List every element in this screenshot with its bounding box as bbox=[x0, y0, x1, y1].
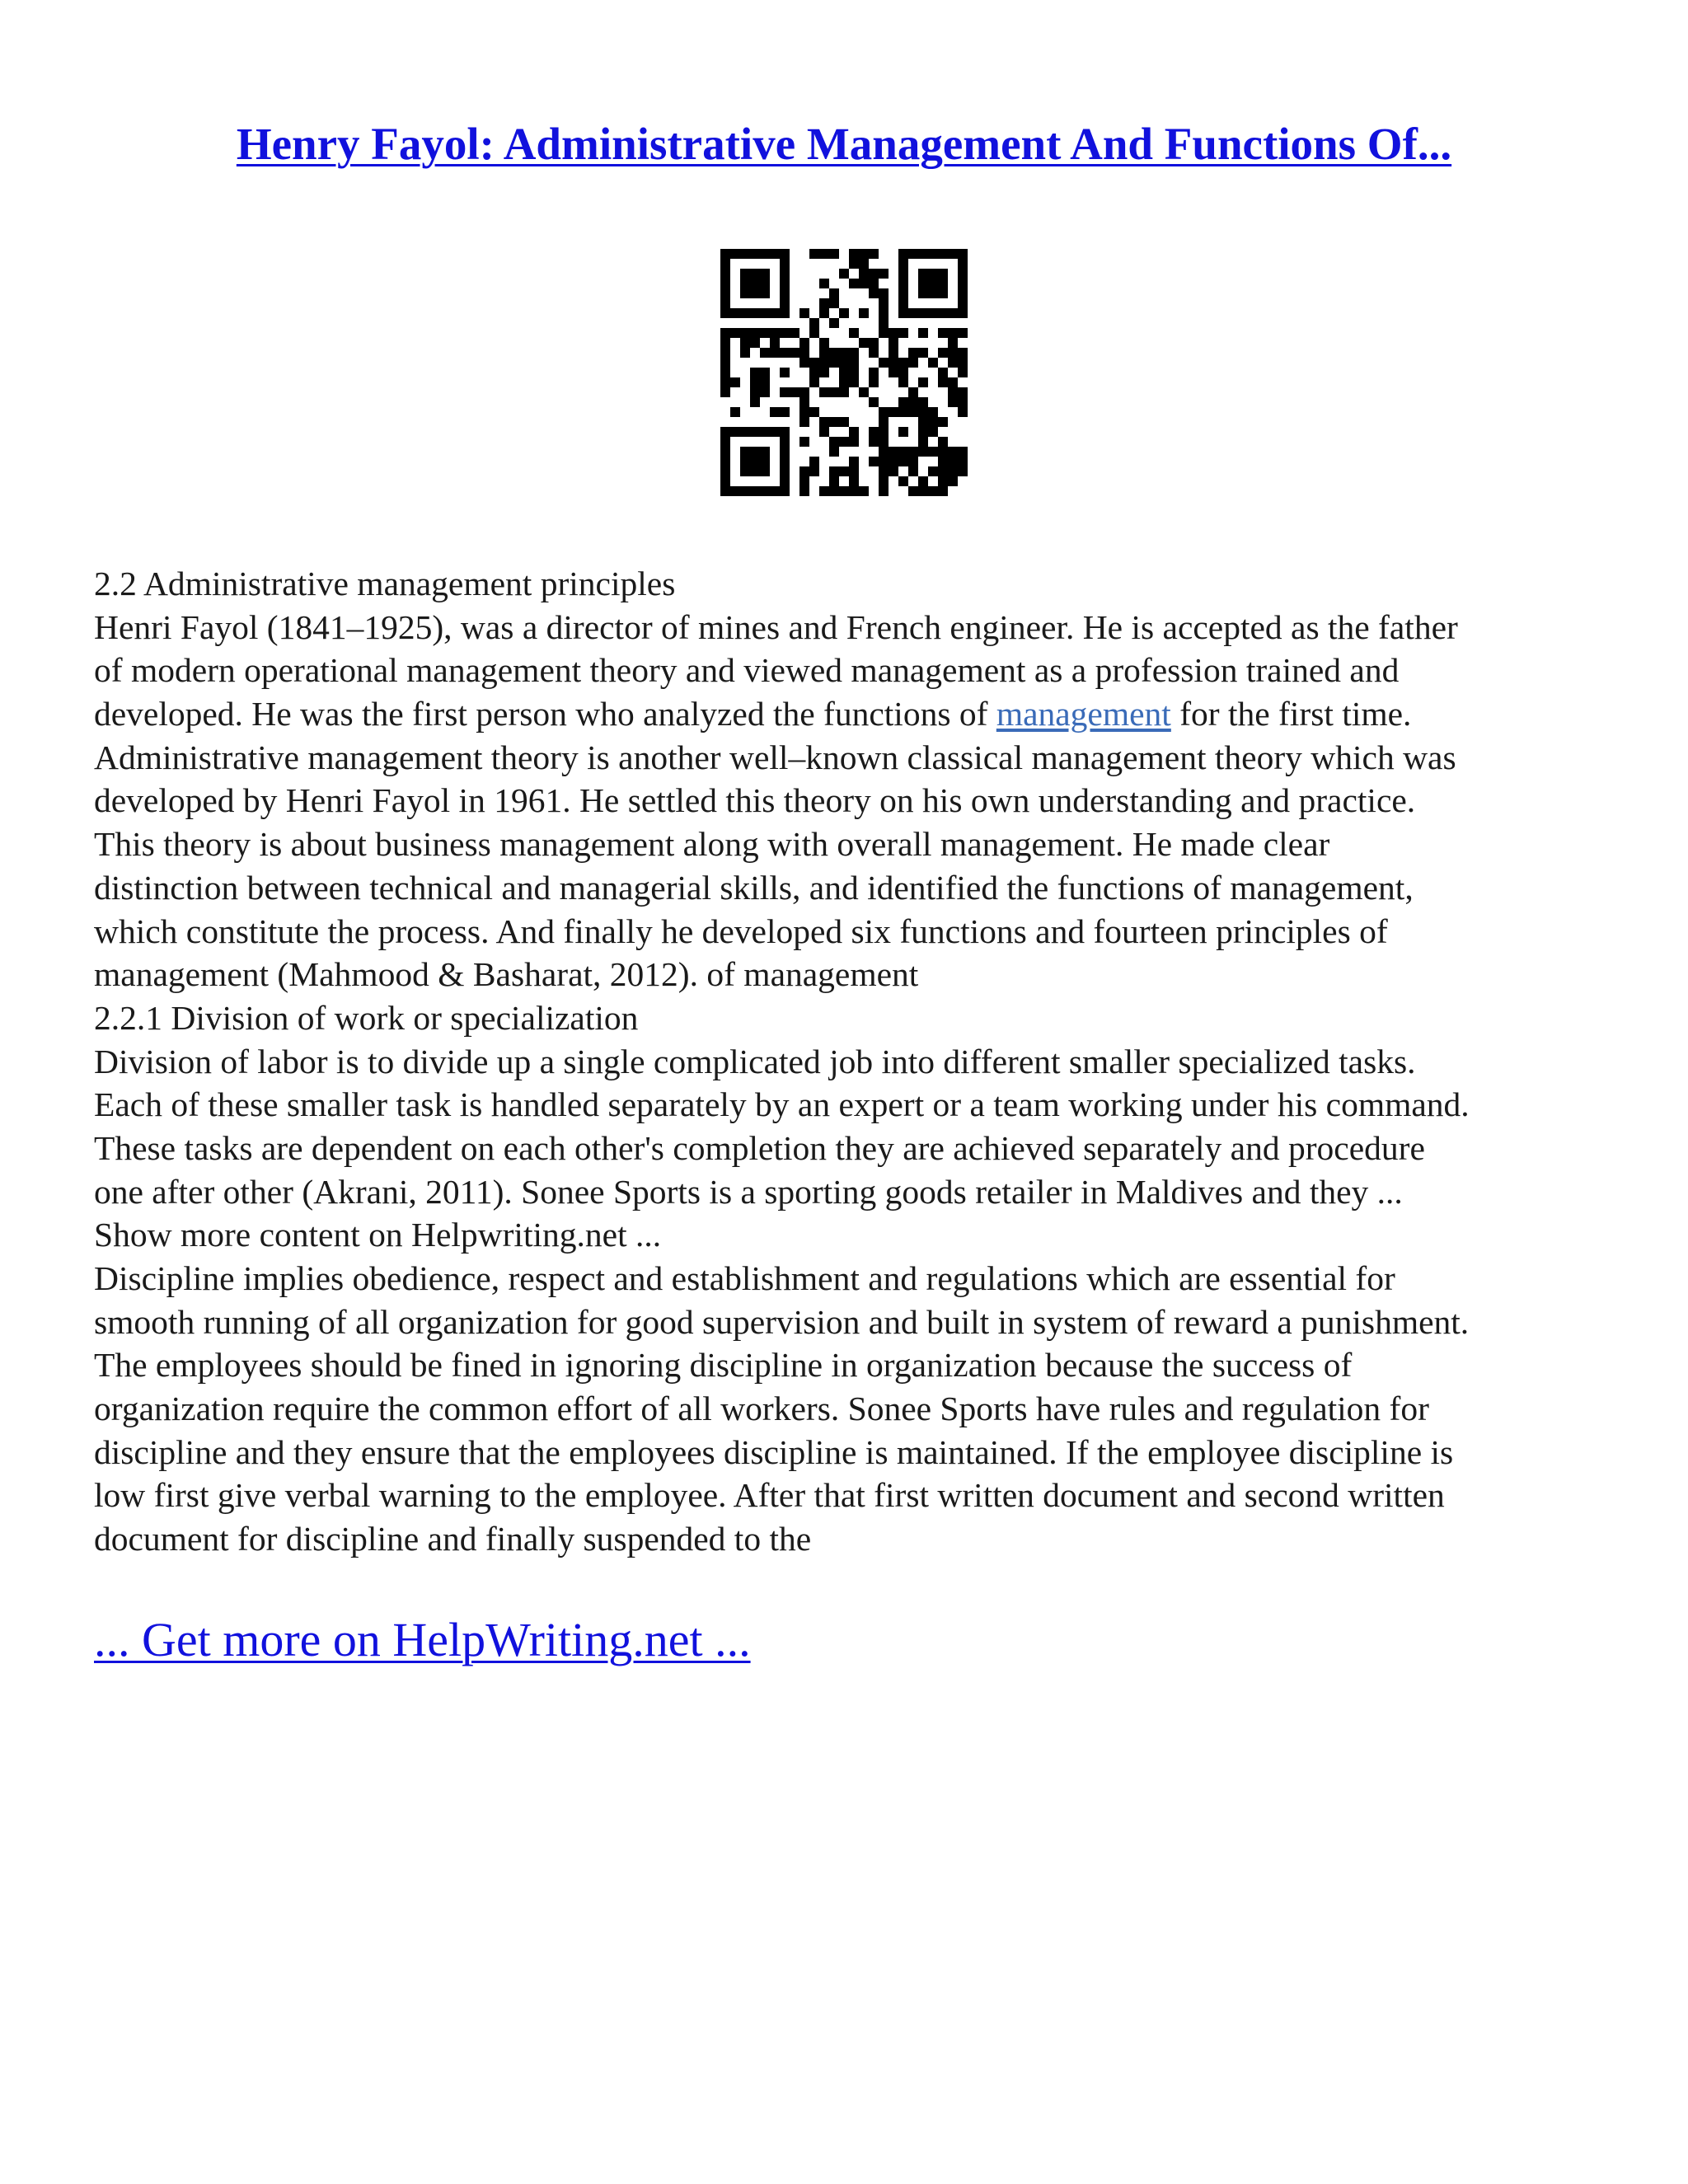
qr-code-image bbox=[720, 249, 968, 496]
paragraph-line: which constitute the process. And finally he developed six functions and fourteen principles of bbox=[94, 912, 1388, 950]
paragraph-line: These tasks are dependent on each other's completion they are achieved separately and procedure bbox=[94, 1128, 1425, 1167]
paragraph-text: developed. He was the first person who analyzed the functions of bbox=[94, 695, 996, 733]
section-heading: 2.2 Administrative management principles bbox=[94, 565, 676, 602]
paragraph-line: one after other (Akrani, 2011). Sonee Sports is a sporting goods retailer in Maldives and they ... bbox=[94, 1172, 1403, 1211]
management-link[interactable]: management bbox=[996, 695, 1171, 733]
paragraph-line: Discipline implies obedience, respect and establishment and regulations which are essential for bbox=[94, 1259, 1395, 1297]
get-more-link[interactable]: ... Get more on HelpWriting.net ... bbox=[94, 1613, 751, 1666]
paragraph-line: developed by Henri Fayol in 1961. He settled this theory on his own understanding and practice. bbox=[94, 781, 1416, 820]
paragraph-line: low first give verbal warning to the employee. After that first written document and second written bbox=[94, 1476, 1445, 1515]
paragraph-line: Division of labor is to divide up a single complicated job into different smaller specialized tasks. bbox=[94, 1042, 1416, 1080]
paragraph-text: for the first time. bbox=[1170, 695, 1412, 733]
section-heading: 2.2.1 Division of work or specialization bbox=[94, 998, 639, 1037]
paragraph-line: discipline and they ensure that the employees discipline is maintained. If the employee discipline is bbox=[94, 1432, 1454, 1471]
paragraph-line: The employees should be fined in ignoring discipline in organization because the success of bbox=[94, 1346, 1353, 1385]
paragraph-line: This theory is about business management along with overall management. He made clear bbox=[94, 825, 1330, 864]
paragraph-line: smooth running of all organization for good supervision and built in system of reward a punishment. bbox=[94, 1302, 1470, 1341]
paragraph-line: of modern operational management theory and viewed management as a profession trained and bbox=[94, 651, 1400, 690]
paragraph-line: organization require the common effort of all workers. Sonee Sports have rules and regulation for bbox=[94, 1390, 1429, 1428]
paragraph-line: Administrative management theory is another well–known classical management theory which was bbox=[94, 738, 1456, 776]
title-link[interactable]: Henry Fayol: Administrative Management And Functions Of... bbox=[236, 119, 1452, 169]
footer bbox=[94, 1611, 751, 1669]
paragraph-line: document for discipline and finally suspended to the bbox=[94, 1520, 812, 1558]
page-title bbox=[0, 115, 1688, 173]
paragraph-line: Henri Fayol (1841–1925), was a director of mines and French engineer. He is accepted as the father bbox=[94, 607, 1458, 646]
paragraph-line: distinction between technical and managerial skills, and identified the functions of management, bbox=[94, 868, 1414, 907]
article-body bbox=[94, 562, 1627, 1561]
paragraph-line: Each of these smaller task is handled separately by an expert or a team working under his command. bbox=[94, 1085, 1470, 1124]
qr-code bbox=[720, 249, 968, 496]
show-more-line: Show more content on Helpwriting.net ... bbox=[94, 1216, 662, 1254]
paragraph-line: management (Mahmood & Basharat, 2012). of management bbox=[94, 955, 919, 994]
paragraph-line bbox=[94, 692, 1627, 736]
